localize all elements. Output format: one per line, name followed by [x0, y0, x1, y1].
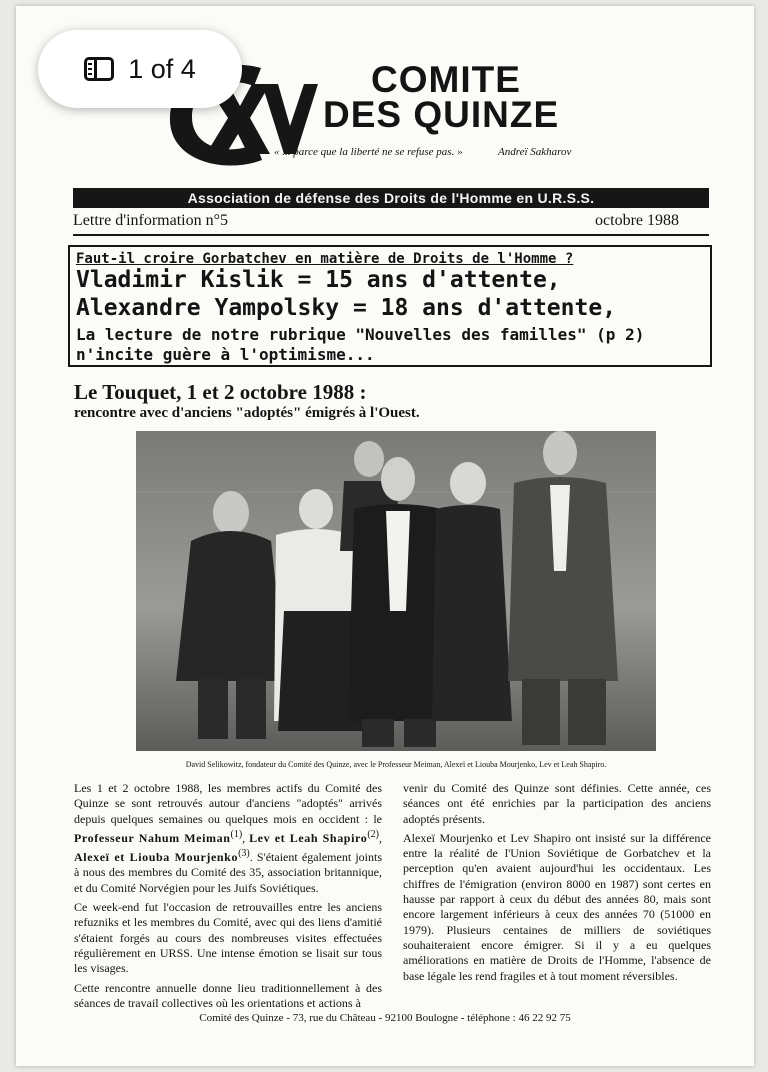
text-run: Les 1 et 2 octobre 1988, les membres actifs du Comité des Quinze se sont retrouvés autour d'anciens "adoptés" arrivés depuis quelques semaines ou quelques mois en occident : le: [74, 781, 382, 826]
article-column-right: [403, 781, 711, 988]
headline-question: Faut-il croire Gorbatchev en matière de Droits de l'Homme ?: [76, 251, 574, 267]
headline-box: [68, 245, 712, 367]
text-run: . S'étaient également joints à nous des membres du Comité des 35, association britannique, et du Comité Norvégien pour les Juifs Soviétiques.: [74, 850, 382, 895]
page-footer: Comité des Quinze - 73, rue du Château - 92100 Boulogne - téléphone : 46 22 92 75: [199, 1012, 571, 1024]
photo-caption: David Selikowitz, fondateur du Comité des Quinze, avec le Professeur Meiman, Alexeï et Liouba Mourjenko, Lev et Leah Shapiro.: [185, 760, 607, 769]
page-indicator[interactable]: [38, 30, 242, 108]
footnote-ref: (2): [367, 828, 379, 840]
sidebar-icon: [84, 57, 114, 81]
masthead-title-line1: COMITE: [371, 59, 521, 100]
masthead-motto: « ... parce que la liberté ne se refuse pas. »: [274, 146, 463, 158]
article-title: Le Touquet, 1 et 2 octobre 1988 :: [74, 380, 367, 404]
article-subtitle: rencontre avec d'anciens "adoptés" émigrés à l'Ouest.: [74, 405, 420, 421]
person-name: Alexeï et Liouba Mourjenko: [74, 850, 239, 865]
paragraph: Ce week-end fut l'occasion de retrouvailles entre les anciens refuzniks et les membres du Comité, avec qui des liens d'amitié s'étaient forgés au cours des nombreuses visites effectuées régulièrement en URSS. Une intense émotion se lisait sur tous les visages.: [74, 900, 382, 976]
paragraph: Cette rencontre annuelle donne lieu traditionnellement à des séances de travail collectives où les orientations et actions à: [74, 980, 382, 1010]
paragraph: venir du Comité des Quinze sont définies. Cette année, ces séances ont été enrichies par la participation des anciens adoptés présents.: [403, 781, 711, 826]
group-photo: [136, 431, 656, 751]
issue-date: octobre 1988: [595, 212, 679, 229]
paragraph: [74, 781, 382, 896]
headline-subline: n'incite guère à l'optimisme...: [76, 345, 375, 364]
person-name: Professeur Nahum Meiman: [74, 830, 231, 845]
divider: [73, 234, 709, 236]
text-run: ,: [242, 830, 250, 845]
paragraph: Alexeï Mourjenko et Lev Shapiro ont insisté sur la différence entre la réalité de l'Union Soviétique de Gorbatchev et la perception qu'en avaient aujourd'hui les occidentaux. Les chiffres de l'émigration (environ 8000 en 1987) sont certes en hausse par rapport à ceux du début des années 80, mais sont encore largement inférieurs à ceux des années 70 (51000 en 1979). Plusieurs centaines de milliers de soviétiques souhaiteraient encore émigrer. Si il y a eu quelques améliorations en matière de Droits de l'Homme, l'absence de base légale les rend fragiles et à tout moment réversibles.: [403, 830, 711, 983]
issue-number: Lettre d'information n°5: [73, 212, 229, 229]
newsletter-page: [16, 6, 754, 1066]
masthead-title-line2: DES QUINZE: [323, 94, 560, 135]
article-column-left: [74, 781, 382, 1015]
association-banner: Association de défense des Droits de l'Homme en U.R.S.S.: [73, 188, 709, 208]
masthead-motto-author: Andreï Sakharov: [498, 146, 572, 158]
page-indicator-label: 1 of 4: [128, 53, 196, 84]
headline-line: Alexandre Yampolsky = 18 ans d'attente,: [76, 295, 617, 321]
person-name: Lev et Leah Shapiro: [249, 830, 368, 845]
headline-subline: La lecture de notre rubrique "Nouvelles des familles" (p 2): [76, 325, 645, 344]
text-run: ,: [379, 830, 382, 845]
headline-line: Vladimir Kislik = 15 ans d'attente,: [76, 267, 561, 293]
footnote-ref: (1): [230, 828, 243, 840]
footnote-ref: (3): [238, 848, 250, 860]
